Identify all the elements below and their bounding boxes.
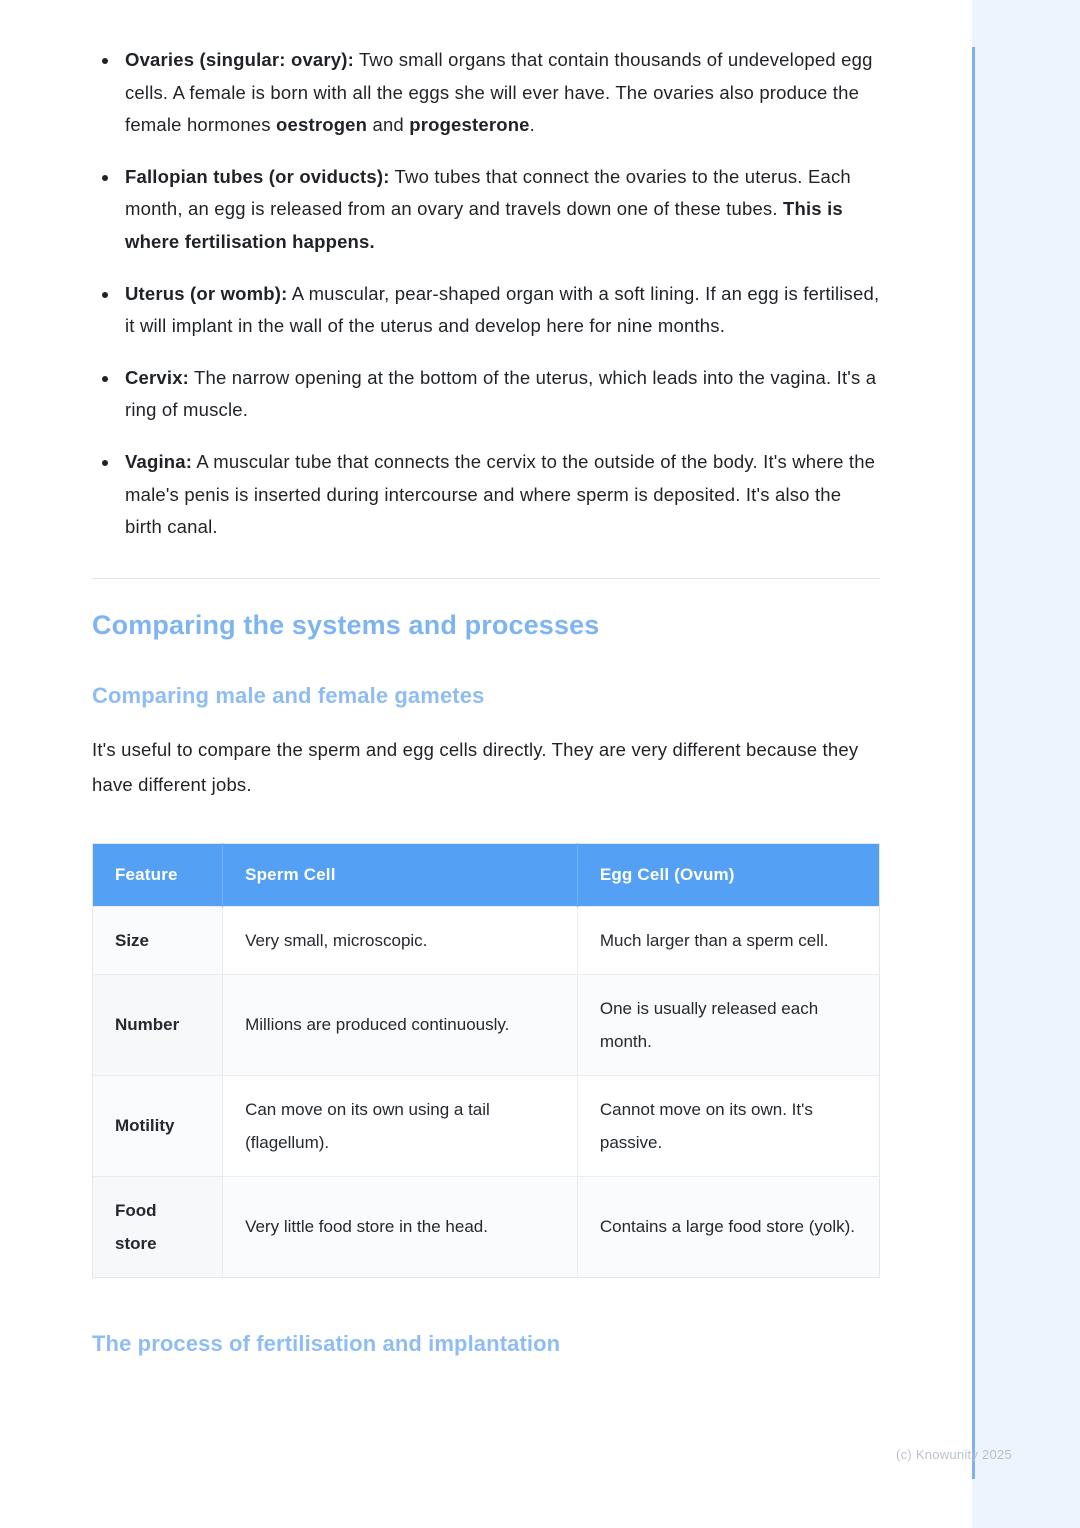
table-cell: Can move on its own using a tail (flagellum). (223, 1075, 578, 1176)
female-reproductive-organ-list (92, 44, 880, 544)
list-item-text: and (367, 114, 410, 136)
subsection-heading: Comparing male and female gametes (92, 682, 485, 708)
table-cell: Much larger than a sperm cell. (577, 906, 879, 974)
table-cell: Cannot move on its own. It's passive. (577, 1075, 879, 1176)
list-item (92, 44, 880, 142)
list-item-term: Ovaries (singular: ovary): (125, 49, 354, 70)
section-heading: Comparing the systems and processes (92, 609, 600, 640)
table-header (93, 843, 880, 906)
table-cell-feature: Size (93, 906, 223, 974)
list-item-term: Vagina: (125, 450, 193, 472)
table-header-feature: Feature (93, 843, 223, 906)
list-item (92, 446, 880, 544)
table-cell-feature: Motility (93, 1075, 223, 1176)
table-cell: Very small, microscopic. (223, 906, 578, 974)
list-item-text: Two small organs that contain thousands of undeveloped egg cells. A female is born with all the eggs she will ever have. The ovaries also produce the female hormones (125, 49, 873, 136)
table-header-row (93, 843, 880, 906)
list-item-text: The narrow opening at the bottom of the uterus, which leads into the vagina. It's a ring of muscle. (125, 366, 877, 421)
list-item-term: Cervix: (125, 366, 190, 388)
table-cell: Contains a large food store (yolk). (577, 1176, 879, 1277)
intro-paragraph: It's useful to compare the sperm and egg cells directly. They are very different because they have different jobs. (92, 738, 859, 795)
list-item-text: . (529, 114, 535, 136)
list-item (92, 278, 880, 343)
table-cell: One is usually released each month. (577, 974, 879, 1075)
table-cell: Very little food store in the head. (223, 1176, 578, 1277)
table-cell-feature: Food store (93, 1176, 223, 1277)
list-item-term: Fallopian tubes (or oviducts): (125, 165, 390, 187)
table-row (93, 974, 880, 1075)
list-item (92, 362, 880, 427)
scroll-indicator[interactable] (972, 47, 975, 1479)
table-row (93, 1176, 880, 1277)
list-item-text: progesterone (409, 114, 530, 136)
list-item-text: This is where fertilisation happens. (125, 198, 843, 252)
list-item-text: Two tubes that connect the ovaries to the uterus. Each month, an egg is released from an ovary and travels down one of these tubes. (125, 165, 851, 220)
closing-heading: The process of fertilisation and implantation (92, 1330, 561, 1356)
section-divider (92, 578, 880, 579)
list-item-text: oestrogen (276, 114, 368, 136)
table-cell: Millions are produced continuously. (223, 974, 578, 1075)
list-item-term: Uterus (or womb): (125, 282, 288, 304)
table-header-egg-cell: Egg Cell (Ovum) (577, 843, 879, 906)
table-body (93, 906, 880, 1277)
list-item (92, 161, 880, 259)
list-item-text: A muscular tube that connects the cervix to the outside of the body. It's where the male's penis is inserted during intercourse and where sperm is deposited. It's also the birth canal. (125, 450, 876, 538)
table-header-sperm-cell: Sperm Cell (223, 843, 578, 906)
gamete-comparison-table (92, 843, 880, 1278)
table-row (93, 1075, 880, 1176)
list-item-text: A muscular, pear-shaped organ with a soft lining. If an egg is fertilised, it will implant in the wall of the uterus and develop here for nine months. (125, 282, 880, 337)
table-row (93, 906, 880, 974)
watermark: (c) Knowunity 2025 (896, 1447, 1012, 1462)
table-cell-feature: Number (93, 974, 223, 1075)
page-margin-strip (972, 0, 1080, 1528)
